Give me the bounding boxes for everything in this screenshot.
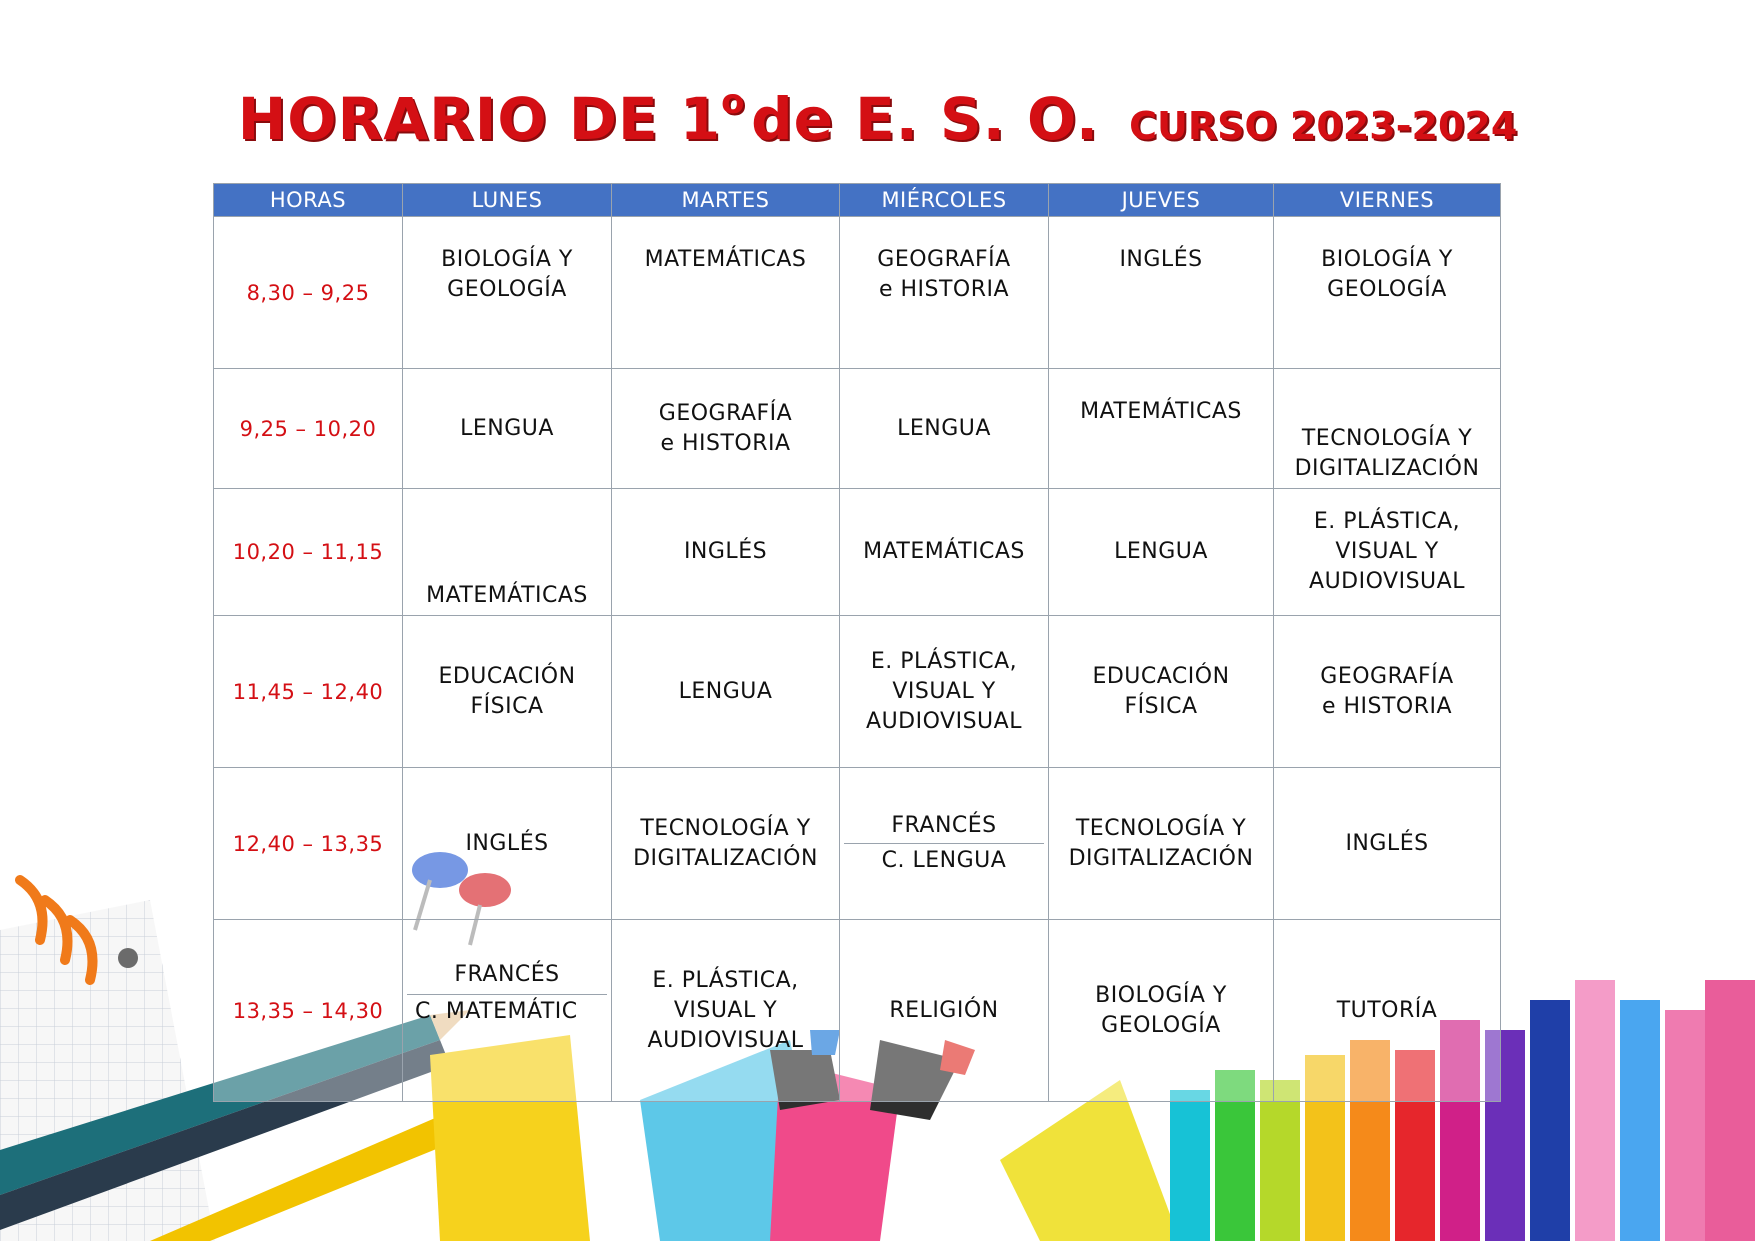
- schedule-table: [213, 183, 1501, 1102]
- subject-cell: INGLÉS: [1345, 830, 1429, 856]
- subject-cell: MATEMÁTICAS: [644, 247, 807, 272]
- subject-cell: EDUCACIÓN FÍSICA: [1092, 663, 1230, 719]
- subject-cell: E. PLÁSTICA, VISUAL Y AUDIOVISUAL: [866, 648, 1022, 734]
- hour-cell: 10,20 – 11,15: [214, 489, 403, 616]
- subject-cell: MATEMÁTICAS: [426, 583, 588, 608]
- subject-cell: LENGUA: [460, 415, 554, 441]
- subject-cell: RELIGIÓN: [889, 997, 999, 1023]
- header-miercoles: MIÉRCOLES: [840, 184, 1049, 217]
- subject-cell: GEOGRAFÍA e HISTORIA: [658, 400, 793, 456]
- subject-cell: EDUCACIÓN FÍSICA: [438, 663, 576, 719]
- subject-cell-top: FRANCÉS: [454, 962, 560, 987]
- header-martes: MARTES: [612, 184, 840, 217]
- table-row: [214, 616, 1501, 768]
- table-row: [214, 920, 1501, 1102]
- split-cell: [844, 768, 1044, 919]
- header-jueves: JUEVES: [1049, 184, 1274, 217]
- subject-cell: INGLÉS: [465, 830, 549, 856]
- subject-cell: GEOGRAFÍA e HISTORIA: [877, 247, 1011, 302]
- subject-cell: INGLÉS: [683, 539, 768, 564]
- subject-cell: INGLÉS: [1119, 247, 1203, 272]
- header-lunes: LUNES: [403, 184, 612, 217]
- subject-cell: MATEMÁTICAS: [1080, 399, 1242, 424]
- header-horas: HORAS: [214, 184, 403, 217]
- subject-cell-bottom: C. LENGUA: [881, 848, 1007, 873]
- hour-cell: 11,45 – 12,40: [214, 616, 403, 768]
- table-row: [214, 489, 1501, 616]
- subject-cell: LENGUA: [1114, 539, 1208, 564]
- page-title: [0, 82, 1755, 153]
- subject-cell: TECNOLOGÍA Y DIGITALIZACIÓN: [633, 815, 818, 871]
- split-cell: [407, 920, 607, 1101]
- title-main: HORARIO DE 1: [237, 85, 722, 153]
- hour-cell: 8,30 – 9,25: [214, 217, 403, 369]
- subject-cell: E. PLÁSTICA, VISUAL Y AUDIOVISUAL: [647, 967, 804, 1053]
- subject-cell: GEOGRAFÍA e HISTORIA: [1320, 663, 1454, 719]
- ruler-illustration: [1000, 1080, 1180, 1241]
- subject-cell: BIOLOGÍA Y GEOLOGÍA: [1095, 982, 1227, 1038]
- hour-cell: 9,25 – 10,20: [214, 369, 403, 489]
- subject-cell-top: FRANCÉS: [891, 813, 997, 838]
- table-row: [214, 768, 1501, 920]
- subject-cell: LENGUA: [897, 415, 991, 441]
- hour-cell: 12,40 – 13,35: [214, 768, 403, 920]
- subject-cell: TECNOLOGÍA Y DIGITALIZACIÓN: [1294, 426, 1480, 481]
- title-superscript: o: [721, 82, 746, 122]
- subject-cell: TUTORÍA: [1336, 997, 1438, 1023]
- table-row: [214, 217, 1501, 369]
- subject-cell: LENGUA: [678, 678, 773, 704]
- title-level: de E. S. O.: [751, 85, 1100, 153]
- subject-cell: TECNOLOGÍA Y DIGITALIZACIÓN: [1068, 815, 1254, 871]
- hour-cell: 13,35 – 14,30: [214, 920, 403, 1102]
- subject-cell: E. PLÁSTICA, VISUAL Y AUDIOVISUAL: [1309, 509, 1465, 594]
- subject-cell-bottom: C. MATEMÁTIC: [415, 999, 578, 1024]
- subject-cell: MATEMÁTICAS: [863, 539, 1025, 564]
- subject-cell: BIOLOGÍA Y GEOLOGÍA: [441, 247, 573, 302]
- header-row: [214, 184, 1501, 217]
- table-row: [214, 369, 1501, 489]
- header-viernes: VIERNES: [1274, 184, 1501, 217]
- subject-cell: BIOLOGÍA Y GEOLOGÍA: [1321, 247, 1453, 302]
- title-course: CURSO 2023-2024: [1129, 104, 1518, 148]
